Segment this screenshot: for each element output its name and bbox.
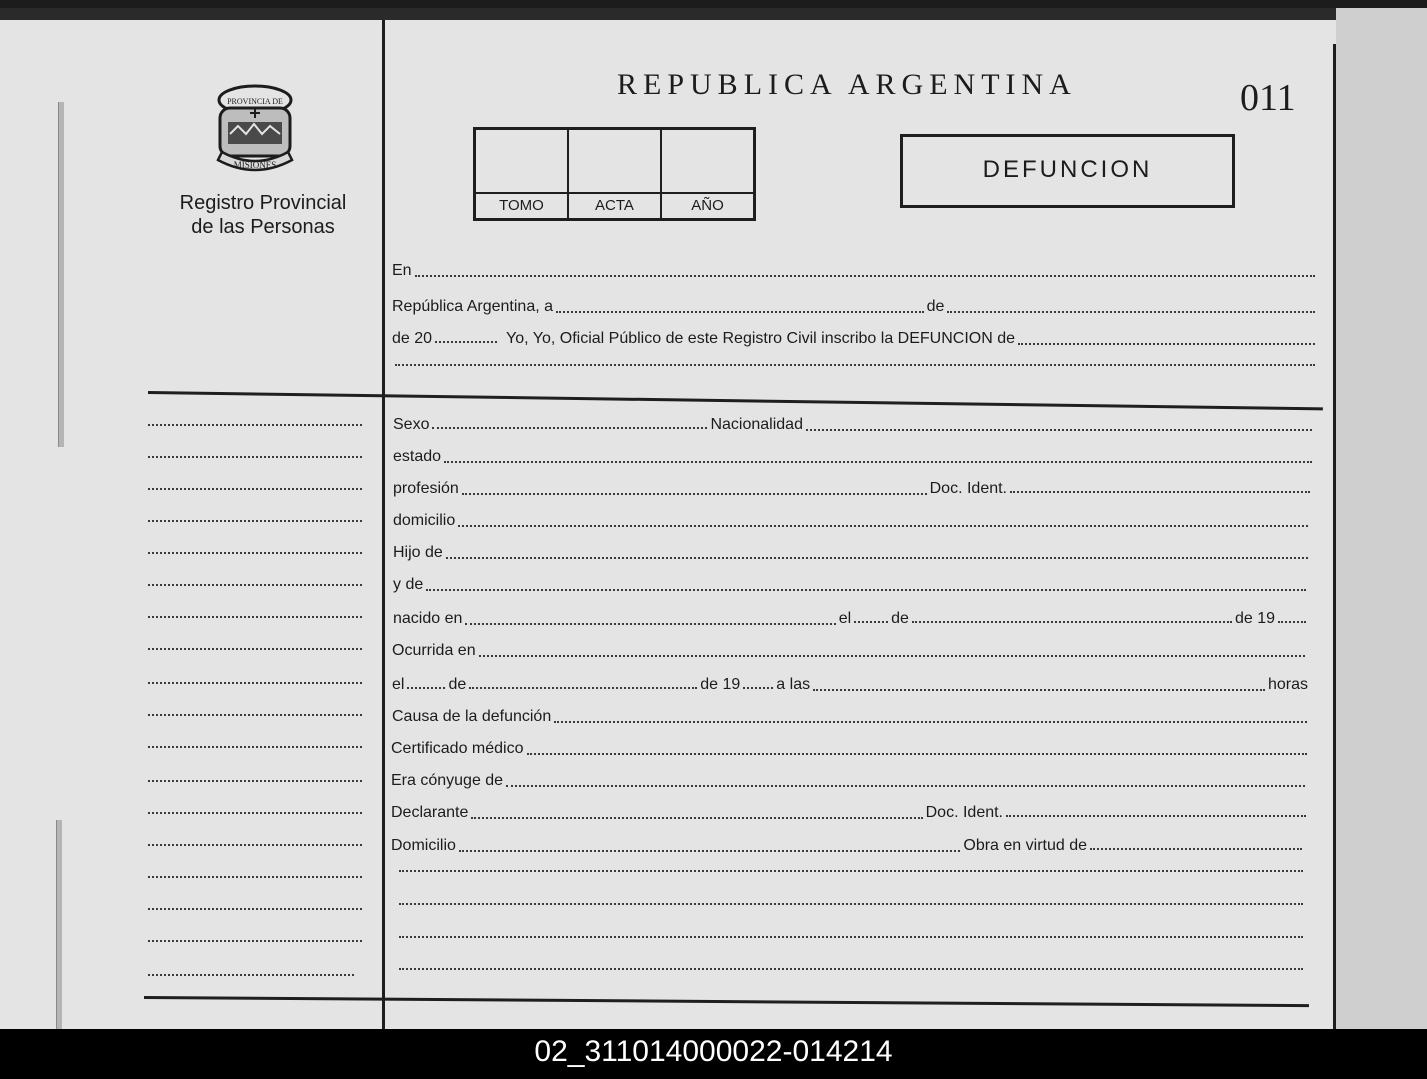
margin-line-9[interactable] <box>148 682 362 684</box>
label-causa: Causa de la defunción <box>392 708 552 725</box>
field-deceased-name[interactable] <box>1018 343 1315 345</box>
margin-line-17[interactable] <box>148 940 362 942</box>
label-domicilio: domicilio <box>393 512 456 529</box>
registry-name-line2: de las Personas <box>191 216 335 238</box>
right-border <box>1333 44 1336 1029</box>
label-el: el <box>392 676 405 693</box>
ano-cell[interactable] <box>662 130 753 218</box>
line-sexo <box>393 416 1315 434</box>
field-notes-4[interactable] <box>399 968 1303 970</box>
field-year[interactable] <box>435 331 497 343</box>
seal-bottom-text: MISIONES <box>233 160 277 170</box>
label-de-19: de 19 <box>700 676 741 693</box>
margin-line-7[interactable] <box>148 616 362 618</box>
vertical-divider <box>382 20 385 1029</box>
line-nacido <box>393 610 1309 628</box>
field-death-day[interactable] <box>407 677 445 689</box>
field-hijo-de[interactable] <box>446 557 1308 559</box>
line-domicilio <box>393 512 1311 530</box>
field-declarante-domicilio[interactable] <box>459 850 960 852</box>
field-month[interactable] <box>947 311 1315 313</box>
tomo-cell[interactable] <box>476 130 569 218</box>
label-a-las: a las <box>776 676 811 693</box>
line-causa <box>392 708 1310 726</box>
field-nacido-en[interactable] <box>465 623 835 625</box>
label-de: de <box>891 610 909 627</box>
line-en <box>392 262 1318 280</box>
label-y-de: y de <box>393 576 424 593</box>
label-hijo-de: Hijo de <box>393 544 443 561</box>
line-death-date <box>392 676 1308 694</box>
label-nacionalidad: Nacionalidad <box>710 416 803 433</box>
field-declarante[interactable] <box>471 817 922 819</box>
label-doc-ident: Doc. Ident. <box>929 480 1007 497</box>
acta-cell[interactable] <box>569 130 662 218</box>
label-de20: de 20 <box>392 330 433 347</box>
field-notes-1[interactable] <box>399 870 1303 872</box>
line-conyuge <box>391 772 1308 790</box>
line-domicilio-obra <box>391 837 1305 855</box>
field-day[interactable] <box>556 311 924 313</box>
form-page <box>0 8 1427 1029</box>
field-birth-day[interactable] <box>854 611 888 623</box>
provincial-seal-icon <box>208 82 302 182</box>
label-domicilio-cap: Domicilio <box>391 837 456 854</box>
line-continuation <box>392 364 1318 369</box>
line-statement <box>392 330 1318 348</box>
image-caption-bar <box>0 1029 1427 1079</box>
field-continuation[interactable] <box>395 364 1315 366</box>
label-certificado: Certificado médico <box>391 740 524 757</box>
margin-line-6[interactable] <box>148 584 362 586</box>
field-birth-month[interactable] <box>912 611 1232 623</box>
margin-line-8[interactable] <box>148 648 362 650</box>
label-declarante: Declarante <box>391 804 469 821</box>
field-certificado[interactable] <box>527 753 1308 755</box>
page-top-edge <box>0 8 1427 20</box>
label-de: de <box>448 676 467 693</box>
field-obra[interactable] <box>1090 838 1302 850</box>
field-causa[interactable] <box>554 721 1307 723</box>
margin-line-10[interactable] <box>148 714 362 716</box>
label-profesion: profesión <box>393 480 459 497</box>
field-estado[interactable] <box>444 461 1312 463</box>
header-divider <box>148 391 1323 410</box>
line-notes-2 <box>396 903 1306 908</box>
line-notes-4 <box>396 968 1306 973</box>
label-horas: horas <box>1267 676 1308 693</box>
act-type-box: DEFUNCION <box>900 134 1235 208</box>
label-ocurrida-en: Ocurrida en <box>392 642 476 659</box>
field-profesion[interactable] <box>462 493 927 495</box>
margin-line-14[interactable] <box>148 844 362 846</box>
page-title: REPUBLICA ARGENTINA <box>617 68 1077 101</box>
binding-pin-lower <box>56 820 62 1029</box>
line-estado <box>393 448 1315 466</box>
tomo-label: TOMO <box>476 192 567 218</box>
adjacent-page-strip <box>1336 8 1427 1029</box>
line-declarante <box>391 804 1309 822</box>
line-republica <box>392 298 1318 316</box>
image-caption: 02_311014000022-014214 <box>534 1035 893 1068</box>
field-birth-year[interactable] <box>1278 611 1306 623</box>
field-death-year[interactable] <box>743 677 773 689</box>
margin-line-13[interactable] <box>148 812 362 814</box>
ano-label: AÑO <box>662 192 753 218</box>
line-hijo-de <box>393 544 1311 562</box>
label-doc-ident: Doc. Ident. <box>925 804 1003 821</box>
field-notes-3[interactable] <box>399 936 1303 938</box>
label-nacido-en: nacido en <box>393 610 463 627</box>
acta-label: ACTA <box>569 192 660 218</box>
field-hour[interactable] <box>813 689 1265 691</box>
field-y-de[interactable] <box>426 589 1306 591</box>
field-ocurrida-en[interactable] <box>479 655 1305 657</box>
line-certificado <box>391 740 1310 758</box>
seal-top-text: PROVINCIA DE <box>227 97 283 106</box>
margin-line-1[interactable] <box>148 424 362 426</box>
field-domicilio[interactable] <box>458 525 1308 527</box>
line-y-de <box>393 576 1309 594</box>
registry-name-line1: Registro Provincial <box>179 192 347 214</box>
label-el: el <box>838 610 852 627</box>
margin-line-4[interactable] <box>148 520 362 522</box>
margin-line-18[interactable] <box>148 974 354 976</box>
line-ocurrida <box>392 642 1308 660</box>
field-declarante-doc[interactable] <box>1006 805 1306 817</box>
margin-line-11[interactable] <box>148 746 362 748</box>
line-notes-3 <box>396 936 1306 941</box>
margin-line-5[interactable] <box>148 552 362 554</box>
folio-number: 011 <box>1240 77 1296 119</box>
field-notes-2[interactable] <box>399 903 1303 905</box>
statement-text: Yo, Yo, Oficial Público de este Registro Civil inscribo la DEFUNCION de <box>506 330 1016 347</box>
label-sexo: Sexo <box>393 416 430 433</box>
line-profesion <box>393 480 1313 498</box>
label-obra: Obra en virtud de <box>963 837 1087 854</box>
field-nacionalidad[interactable] <box>806 429 1312 431</box>
margin-line-3[interactable] <box>148 488 362 490</box>
label-en: En <box>392 262 412 279</box>
footer-divider <box>144 996 1309 1007</box>
label-de: de <box>926 298 945 315</box>
field-sexo[interactable] <box>432 417 707 429</box>
field-conyuge[interactable] <box>506 785 1305 787</box>
field-death-month[interactable] <box>469 677 697 689</box>
binding-pin-upper <box>58 102 64 447</box>
label-conyuge: Era cónyuge de <box>391 772 504 789</box>
margin-line-2[interactable] <box>148 456 362 458</box>
margin-line-12[interactable] <box>148 780 362 782</box>
line-notes-1 <box>396 870 1306 875</box>
label-de-19: de 19 <box>1234 610 1275 627</box>
label-estado: estado <box>393 448 442 465</box>
field-doc-ident[interactable] <box>1010 481 1310 493</box>
margin-line-15[interactable] <box>148 876 362 878</box>
label-republica: República Argentina, a <box>392 298 553 315</box>
record-reference-box <box>473 127 756 221</box>
margin-line-16[interactable] <box>148 908 362 910</box>
field-en[interactable] <box>415 275 1315 277</box>
